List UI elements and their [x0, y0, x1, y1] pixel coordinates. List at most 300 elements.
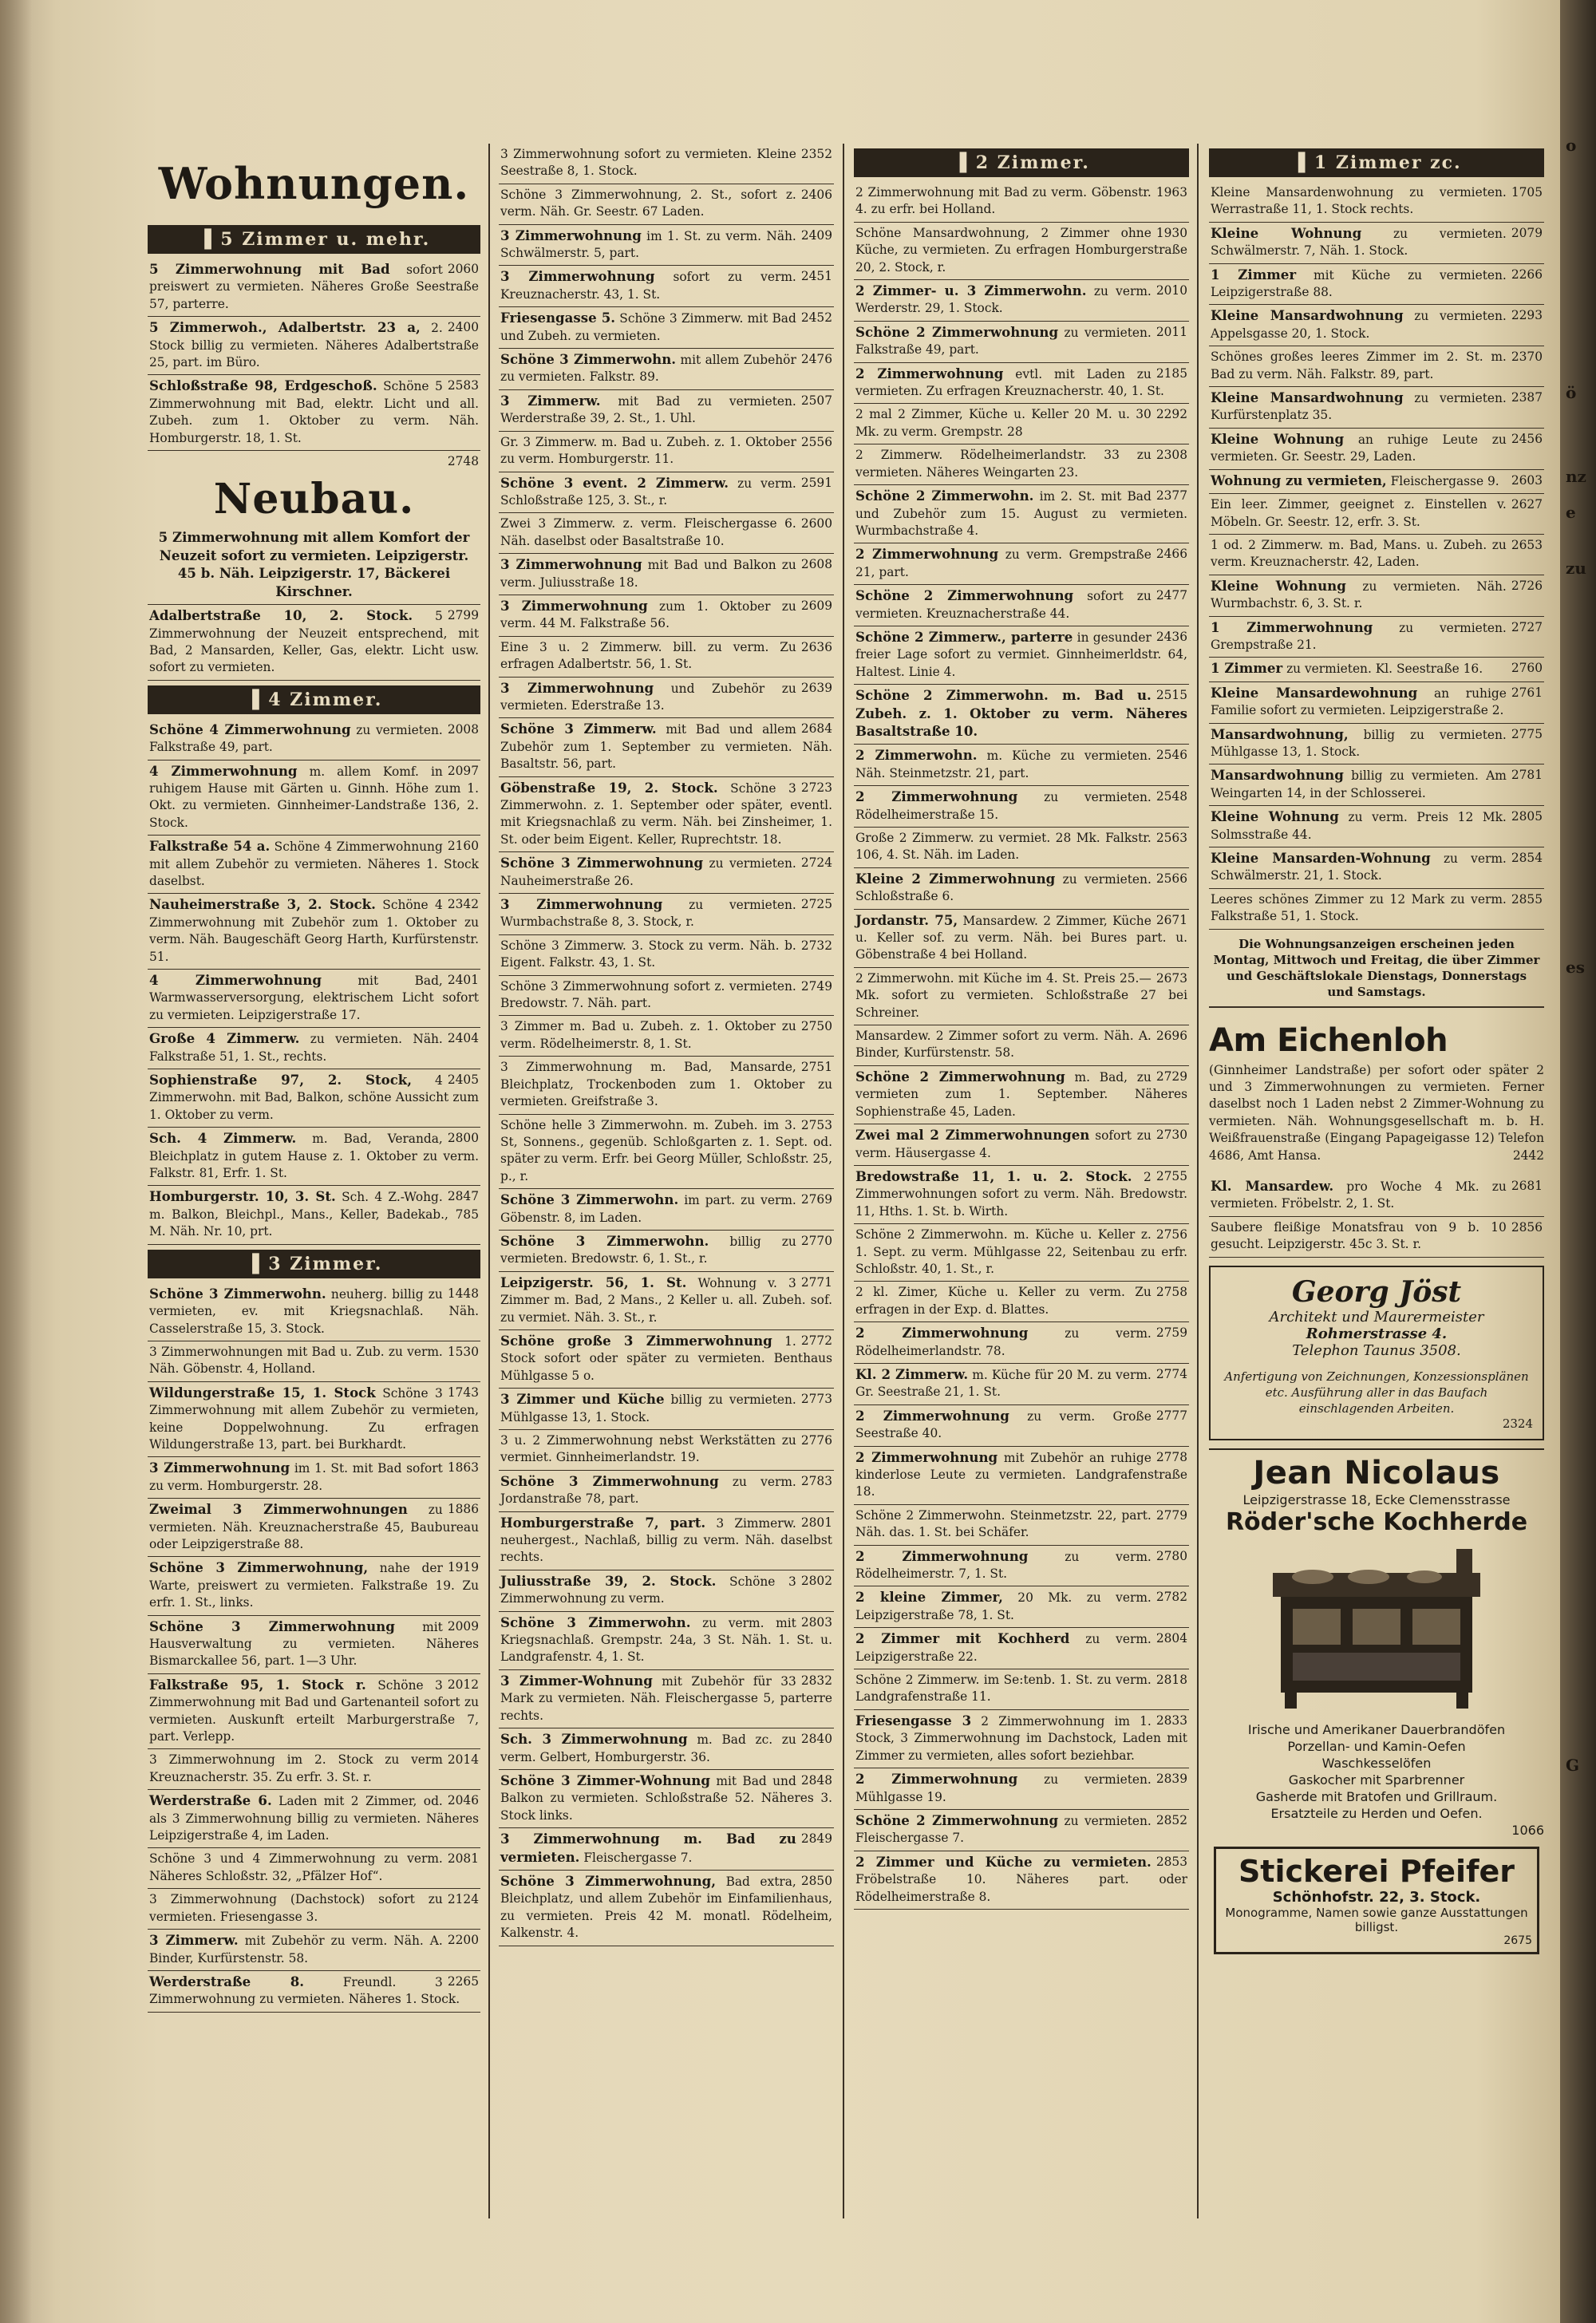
classified-ad [854, 1768, 1189, 1810]
ad-number: 2732 [800, 938, 832, 953]
classified-ad [499, 1057, 834, 1114]
ad-number: 2456 [1511, 431, 1543, 446]
ad-number: 1930 [1156, 225, 1187, 240]
ad-text: Gr. 3 Zimmerw. m. Bad u. Zubeh. z. 1. Oktober zu verm. Homburgerstr. 11. [500, 434, 796, 467]
ad-number: 2060 [447, 262, 479, 276]
ad-heading: 5 Zimmerwoh., Adalbertstr. 23 a, [149, 319, 421, 336]
ad-number: 2546 [1156, 748, 1187, 763]
classified-ad [148, 1889, 480, 1930]
ad-heading: Schöne große 3 Zimmerwohnung [500, 1332, 772, 1349]
ad-heading: Zweimal 3 Zimmerwohnungen [149, 1501, 408, 1518]
ad-heading: Schöne 3 Zimmerwohn. [500, 1614, 691, 1630]
ad-number: 2856 [1511, 1219, 1543, 1235]
classified-ad [499, 595, 834, 637]
classified-ad [499, 554, 834, 595]
jost-line3: Telephon Taunus 3508. [1292, 1341, 1461, 1359]
classified-ad [1209, 847, 1544, 889]
classified-ad [854, 685, 1189, 745]
classified-ad [148, 317, 480, 375]
classified-ad [148, 1971, 480, 2013]
ad-heading: 2 Zimmerwohn. [855, 747, 978, 764]
classified-ad [1209, 223, 1544, 264]
nicolaus-name: Jean Nicolaus [1253, 1454, 1500, 1491]
ad-number: 2097 [447, 763, 479, 778]
classified-ad [854, 280, 1189, 322]
ad-text: mit Zubehör zu verm. Näh. A. Binder, Kurfürstenstr. 58. [149, 1934, 443, 1965]
ad-heading: Schloßstraße 98, Erdgeschoß. [149, 377, 377, 394]
classified-ad [854, 1405, 1189, 1447]
ad-heading: Schöne 2 Zimmerwohnung [855, 1811, 1059, 1828]
ad-heading: Kleine Wohnung [1211, 808, 1339, 825]
ad-number: 2727 [1511, 619, 1543, 634]
jost-line4: Anfertigung von Zeichnungen, Konzessionsplänen etc. Ausführung aller in das Baufach einschlagenden Arbeiten. [1224, 1369, 1529, 1416]
classified-ad [499, 1670, 834, 1728]
ad-text: Schöne Mansardwohnung, 2 Zimmer ohne Küche, zu vermieten. Zu erfragen Homburgerstraße 20, 2. Stock, r. [855, 225, 1187, 275]
ad-text: 5 Zimmerwohnung der Neuzeit entsprechend, mit Bad, 2 Mansarden, Keller, Gas, elektr. Licht usw. sofort zu vermieten. [149, 609, 479, 675]
ad-number: 2759 [1156, 1325, 1187, 1341]
classified-ad [499, 1330, 834, 1389]
ad-number: 2404 [447, 1031, 479, 1046]
ad-number: 2477 [1156, 588, 1187, 603]
ad-heading: Schöne 3 Zimmerw. [500, 721, 657, 737]
ad-text: 2 Zimmerwohnungen sofort zu verm. Näh. Bredowstr. 11, Hths. 1. St. b. Wirth. [855, 1169, 1187, 1219]
ad-number: 2452 [800, 310, 832, 326]
ad-heading: 3 Zimmerwohnung [500, 896, 663, 913]
classified-ad [148, 719, 480, 761]
ad-heading: Schöne 3 Zimmerwohnung, [149, 1559, 369, 1576]
ad-number: 2046 [447, 1793, 479, 1808]
classified-ad [499, 1770, 834, 1828]
classified-ad [854, 543, 1189, 585]
ad-text: Kleine Mansardenwohnung zu vermieten. Werrastraße 11, 1. Stock rechts. [1211, 185, 1507, 217]
classified-ad-neubau: 5 Zimmerwohnung mit allem Komfort der Neuzeit sofort zu vermieten. Leipzigerstr. 45 b. Näh. Leipzigerstr. 17, Bäckerei Kirschner. [148, 527, 480, 605]
classified-ad [1209, 264, 1544, 306]
ad-heading: Schöne 3 Zimmerwohnung [149, 1618, 395, 1634]
ad-heading: Adalbertstraße 10, 2. Stock. [149, 607, 413, 624]
ad-heading: Kleine Mansardwohnung [1211, 389, 1404, 406]
ad-number: 2671 [1156, 912, 1187, 927]
eichenloh-title: Am Eichenloh [1209, 1021, 1448, 1059]
ad-heading: 2 kleine Zimmer, [855, 1589, 1003, 1606]
ad-number: 2515 [1156, 688, 1187, 703]
ad-text: Fleischergasse 9. [1390, 473, 1499, 488]
ad-number: 2266 [1511, 267, 1543, 282]
classified-ad [499, 894, 834, 935]
ad-text: 2 kl. Zimer, Küche u. Keller zu verm. Zu erfragen in der Exp. d. Blattes. [855, 1285, 1152, 1317]
adjacent-page-fragment: G [1566, 1756, 1580, 1775]
ad-number: 2609 [800, 598, 832, 613]
ad-heading: 1 Zimmerwohnung [1211, 618, 1373, 635]
ad-number: 2636 [800, 639, 832, 654]
ad-number: 2773 [800, 1392, 832, 1407]
ad-heading: Schöne 3 Zimmerwohn. [500, 1232, 709, 1249]
ad-text: zu verm. Rödelheimerstr. 7, 1. St. [855, 1549, 1152, 1582]
ad-number: 2839 [1156, 1772, 1187, 1787]
ad-text: zu vermieten. Schloßstraße 6. [855, 871, 1152, 904]
ad-number: 2124 [447, 1892, 479, 1907]
ad-heading: Schöne 3 Zimmer-Wohnung [500, 1772, 710, 1788]
adjacent-page-edge [1560, 0, 1596, 2323]
ad-number: 2818 [1156, 1673, 1187, 1688]
ad-heading: Mansardwohnung [1211, 767, 1344, 784]
classified-ad [1209, 575, 1544, 617]
nicolaus-product-line: Porzellan- und Kamin-Oefen [1287, 1738, 1466, 1754]
adjacent-page-fragment: es [1566, 958, 1585, 977]
nicolaus-product-line: Gasherde mit Bratofen und Grillraum. [1255, 1788, 1498, 1804]
classified-ad [148, 1930, 480, 1971]
nicolaus-product: Röder'sche Kochherde [1225, 1507, 1528, 1536]
classified-ad [854, 363, 1189, 405]
ad-text: Schöne 5 Zimmerwohnung mit Bad, elektr. Licht und all. Zubeh. zum 1. Oktober zu verm. Näh. Homburgerstr. 18, 1. St. [149, 379, 479, 445]
ad-text: zu vermieten. Kurfürstenplatz 35. [1211, 391, 1507, 423]
classified-ad [1209, 346, 1544, 387]
jost-name: Georg Jöst [1291, 1274, 1462, 1309]
ad-heading: Kleine 2 Zimmerwohnung [855, 870, 1056, 887]
ad-number: 2802 [800, 1573, 832, 1588]
eichenloh-ad [1209, 1016, 1544, 1167]
classified-ad [854, 1669, 1189, 1710]
ad-text: Schöne 3 Zimmerwohnung sofort z. vermieten. Bredowstr. 7. Näh. part. [500, 978, 796, 1011]
pfeifer-name: Stickerei Pfeifer [1238, 1853, 1515, 1889]
ad-number: 2387 [1511, 390, 1543, 405]
ad-number: 2804 [1156, 1631, 1187, 1646]
nicolaus-ad [1209, 1448, 1544, 1839]
ad-text: Laden mit 2 Zimmer, od. als 3 Zimmerwohnung billig zu vermieten. Näheres Leipzigerstraße 4, im Laden. [149, 1794, 479, 1843]
ad-heading: 2 Zimmer- u. 3 Zimmerwohn. [855, 282, 1087, 299]
ad-text: zu verm. Schwälmerstr. 21, 1. Stock. [1211, 851, 1507, 883]
classified-ad [854, 1166, 1189, 1224]
ad-number: 2012 [447, 1677, 479, 1692]
classified-ad [148, 605, 480, 681]
classified-ad [499, 1189, 834, 1231]
ad-number: 2726 [1511, 578, 1543, 593]
ad-number: 1530 [447, 1344, 479, 1359]
ad-heading: Nauheimerstraße 3, 2. Stock. [149, 896, 376, 913]
ad-number: 2772 [800, 1333, 832, 1348]
ad-text: Schöne 3 Zimmerwohnung, 2. St., sofort z. verm. Näh. Gr. Seestr. 67 Laden. [500, 187, 796, 219]
ad-text: mit Zubehör an ruhige kinderlose Leute zu vermieten. Landgrafenstraße 18. [855, 1450, 1187, 1499]
ad-text: sofort preiswert zu vermieten. Näheres Große Seestraße 57, parterre. [149, 263, 479, 311]
ad-number: 2377 [1156, 488, 1187, 504]
ad-heading: Zwei mal 2 Zimmerwohnungen [855, 1127, 1090, 1144]
ad-text: zum 1. Oktober zu verm. 44 M. Falkstraße 56. [500, 599, 796, 631]
column-2 [499, 144, 834, 1946]
ad-text: 3 Zimmerwohnung (Dachstock) sofort zu vermieten. Friesengasse 3. [149, 1892, 443, 1924]
ad-text: Schönes großes leeres Zimmer im 2. St. m. Bad zu verm. Näh. Falkstr. 89, part. [1211, 350, 1507, 381]
ad-text: mit Hausverwaltung zu vermieten. Näheres Bismarckallee 56, part. 1—3 Uhr. [149, 1619, 479, 1669]
classified-ad [499, 718, 834, 776]
classified-ad [148, 1848, 480, 1889]
ad-text: zu vermieten. Falkstraße 49, part. [855, 325, 1152, 358]
ad-number: 2352 [800, 147, 832, 161]
ad-heading: Kleine Wohnung [1211, 577, 1346, 594]
column-rule [488, 144, 490, 2218]
classified-ad [854, 1322, 1189, 1364]
ad-text: Schöne 3 Zimmerw. 3. Stock zu verm. Näh. b. Eigent. Falkstr. 43, 1. St. [500, 938, 796, 970]
ad-number: 2406 [800, 187, 832, 202]
adjacent-page-fragment: zu [1566, 559, 1586, 578]
ad-number: 2854 [1511, 851, 1543, 865]
ad-number: 2755 [1156, 1168, 1187, 1183]
neubau-heading: Neubau. [213, 475, 415, 524]
ad-text: Leeres schönes Zimmer zu 12 Mark zu verm. Falkstraße 51, 1. Stock. [1211, 891, 1507, 924]
ad-number: 1886 [447, 1502, 479, 1517]
classified-ad [499, 852, 834, 894]
nicolaus-product-line: Ersatzteile zu Herden und Oefen. [1270, 1805, 1483, 1821]
ad-number: 2749 [800, 978, 832, 994]
ad-text: Bad extra, Bleichplatz, und allem Zubehör im Einfamilienhaus, zu vermieten. Preis 42 M. monatl. Rödelheim, Kalkenstr. 4. [500, 1874, 832, 1941]
classified-ad [854, 910, 1189, 968]
classified-ad [499, 935, 834, 976]
ads-4-rooms [148, 719, 480, 1245]
ad-number: 2800 [447, 1131, 479, 1146]
ad-text: an ruhige Familie sofort zu vermieten. Leipzigerstraße 2. [1211, 685, 1507, 718]
ad-heading: Schöne 2 Zimmerwohnung [855, 587, 1074, 604]
ad-number: 2653 [1511, 537, 1543, 552]
ad-text: Freundl. 3 Zimmerwohnung zu vermieten. Näheres 1. Stock. [149, 1974, 460, 2007]
ad-text: zu vermieten. Nauheimerstraße 26. [500, 856, 796, 888]
ad-text: 3 u. 2 Zimmerwohnung nebst Werkstätten zu vermiet. Ginnheimerlandstr. 19. [500, 1433, 796, 1465]
classified-ad [499, 432, 834, 472]
adjacent-page-fragment: o [1566, 136, 1577, 155]
ad-heading: Schöne 2 Zimmerwohn. m. Bad u. Zubeh. z. 1. Oktober zu verm. Näheres Basaltstraße 10. [855, 687, 1187, 739]
ad-heading: Homburgerstr. 10, 3. St. [149, 1188, 336, 1205]
classified-ad [854, 1851, 1189, 1910]
ad-heading: Schöne 2 Zimmerwohnung [855, 1068, 1065, 1084]
classified-ad [148, 836, 480, 894]
ad-number: 2466 [1156, 547, 1187, 562]
ad-heading: 3 Zimmerwohnung [149, 1460, 290, 1476]
ad-number: 2401 [447, 973, 479, 987]
ad-text: m. Bad, zu vermieten zum 1. September. Näheres Sophienstraße 45, Laden. [855, 1069, 1187, 1119]
classified-ad [148, 894, 480, 970]
classified-ad [499, 513, 834, 554]
ad-number: 2009 [447, 1618, 479, 1634]
classified-ad [1209, 387, 1544, 429]
ad-number: 2400 [447, 320, 479, 335]
ad-text: mit Bad zu vermieten. Werderstraße 39, 2. St., 1. Uhl. [500, 393, 796, 426]
ad-number: 2729 [1156, 1069, 1187, 1084]
classified-ad [148, 1749, 480, 1790]
pfeifer-address: Schönhofstr. 22, 3. Stock. [1272, 1888, 1481, 1906]
ad-text: billig zu vermieten. Bredowstr. 6, 1. St., r. [500, 1234, 796, 1266]
ad-heading: Schöne 2 Zimmerw., parterre [855, 628, 1073, 645]
classified-ad [499, 1828, 834, 1871]
classified-ad [148, 1283, 480, 1341]
ad-text: billig zu vermieten. Mühlgasse 13, 1. Stock. [500, 1393, 796, 1424]
ad-text: 3 Zimmerwohnung sofort zu vermieten. Kleine Seestraße 8, 1. Stock. [500, 147, 796, 179]
ad-number: 2779 [1156, 1507, 1187, 1523]
classified-ad [854, 1628, 1189, 1669]
column-3 [854, 144, 1189, 1910]
classified-ad [499, 1272, 834, 1330]
ad-heading: Sch. 3 Zimmerwohnung [500, 1731, 688, 1748]
ad-number: 2342 [447, 897, 479, 912]
ad-number: 2081 [447, 1851, 479, 1867]
ad-text: und Zubehör zu vermieten. Ederstraße 13. [500, 681, 796, 713]
pfeifer-ad [1214, 1847, 1539, 1954]
ad-number: 2185 [1156, 365, 1187, 381]
ad-number: 2847 [447, 1189, 479, 1204]
ad-number: 2730 [1156, 1128, 1187, 1143]
ad-heading: Schöne 2 Zimmerwohnung [855, 323, 1059, 340]
ad-text: zu vermieten. Wurmbachstraße 8, 3. Stock, r. [500, 898, 796, 930]
classified-ad [499, 1231, 834, 1272]
ad-heading: 4 Zimmerwohnung [149, 762, 298, 779]
classified-ad [1209, 1217, 1544, 1258]
ad-text: 2 Zimmerwohnung mit Bad zu verm. Göbenstr. 4. zu erfr. bei Holland. [855, 185, 1152, 217]
ad-text: Sch. 4 Z.-Wohg. m. Balkon, Bleichpl., Mans., Keller, Badekab., 785 M. Näh. Nr. 10, prt. [149, 1190, 479, 1239]
classified-ad [499, 976, 834, 1017]
classified-ad [499, 266, 834, 307]
ad-number: 2308 [1156, 448, 1187, 463]
classified-ad [854, 1505, 1189, 1546]
ad-heading: 2 Zimmerwohnung [855, 788, 1018, 805]
ad-text: billig zu vermieten. Am Weingarten 14, in der Schlosserei. [1211, 768, 1507, 800]
ad-number: 2451 [800, 269, 832, 284]
classified-ad [499, 472, 834, 514]
ad-number: 1863 [447, 1460, 479, 1476]
page-edge-shadow [0, 0, 32, 2323]
ad-text: Schöne 4 Zimmerwohnung mit Zubehör zum 1. Oktober zu verm. Näh. Baugeschäft Georg Harth, Kurfürstenstr. 51. [149, 898, 479, 964]
ad-text: zu verm. mit Kriegsnachlaß. Grempstr. 24a, 3 St. Näh. 1. St. u. Landgrafenstr. 4, 1. St. [500, 1615, 832, 1665]
classified-ad [499, 144, 834, 184]
ads-3-rooms [148, 1283, 480, 2013]
classified-ad [148, 1341, 480, 1382]
ad-text: zu vermieten. Mühlgasse 19. [855, 1772, 1152, 1804]
pfeifer-number: 2675 [1503, 1934, 1532, 1947]
ad-number: 2673 [1156, 970, 1187, 986]
ad-heading: Juliusstraße 39, 2. Stock. [500, 1572, 717, 1589]
ads-3-rooms-continued [499, 144, 834, 1946]
nicolaus-product-list [1209, 1721, 1544, 1822]
ads-2-rooms [854, 182, 1189, 1910]
classified-ad [499, 225, 834, 267]
ad-text: mit Küche zu vermieten. Leipzigerstraße 88. [1211, 267, 1507, 300]
classified-ad [499, 390, 834, 432]
ad-number: 2639 [800, 680, 832, 695]
ad-number: 1743 [447, 1385, 479, 1400]
ad-text: 3 Zimmerw. neuhergest., Nachlaß, billig zu verm. Näh. daselbst rechts. [500, 1515, 832, 1565]
ad-text: Schöne 3 Zimmerwohnung mit Bad und Gartenanteil sofort zu vermieten. Auskunft erteilt Marburgerstraße 7, part. Verlepp. [149, 1677, 479, 1744]
ad-text: mit Bad und allem Zubehör zum 1. September zu vermieten. Näh. Basaltstr. 56, part. [500, 722, 832, 772]
ad-text: Zwei 3 Zimmerw. z. verm. Fleischergasse 6. Näh. daselbst oder Basaltstraße 10. [500, 516, 796, 548]
ad-number: 2751 [800, 1060, 832, 1075]
ad-number: 1919 [447, 1560, 479, 1575]
ad-text: sofort zu verm. Kreuznacherstr. 43, 1. St. [500, 270, 796, 302]
ad-text: Schöne helle 3 Zimmerwohn. m. Zubeh. im 3. St, Sonnens., gegenüb. Schloßgarten z. 1. Sept. od. später zu verm. Erfr. bei Georg Müller, Schloßstr. 25, p., r. [500, 1117, 832, 1183]
classified-ad [499, 1612, 834, 1670]
ad-text: Schöne 3 Zimmerwohnung mit allem Zubehör zu vermieten, keine Doppelwohnung. Zu erfragen Wildungerstraße 13, part. bei Burkhardt. [149, 1385, 479, 1452]
nicolaus-product-line: Waschkesselöfen [1321, 1755, 1432, 1771]
ad-number: 1705 [1511, 185, 1543, 200]
ad-number: 2801 [800, 1515, 832, 1530]
classified-ad [1209, 889, 1544, 930]
ad-text: Ein leer. Zimmer, geeignet z. Einstellen v. Möbeln. Gr. Seestr. 12, erfr. 3. St. [1211, 497, 1507, 529]
ad-heading: Schöne 3 Zimmerwohn. [500, 1191, 679, 1208]
ad-number: 2696 [1156, 1029, 1187, 1044]
ad-number: 2833 [1156, 1713, 1187, 1728]
ad-number: 2014 [447, 1752, 479, 1768]
adjacent-page-fragment: nz [1566, 467, 1586, 486]
ad-text: nahe der Warte, preiswert zu vermieten. Falkstraße 19. Zu erfr. 1. St., links. [149, 1561, 479, 1610]
ad-number: 2850 [800, 1873, 832, 1888]
ad-heading: 3 Zimmerwohnung [500, 556, 642, 573]
ad-heading: Leipzigerstr. 56, 1. St. [500, 1274, 687, 1290]
ad-number: 2776 [800, 1433, 832, 1448]
section-header-2-rooms: ▐ 2 Zimmer. [854, 148, 1189, 177]
classified-ad [1209, 658, 1544, 681]
ad-number: 2761 [1511, 685, 1543, 700]
jost-ad [1209, 1266, 1544, 1440]
classified-ad [148, 1382, 480, 1458]
classified-ad [1209, 617, 1544, 658]
classified-ad [148, 375, 480, 451]
ad-text: Mansardew. 2 Zimmer, Küche u. Keller sof. zu verm. Näh. bei Bures part. u. Göbenstraße 4 bei Holland. [855, 913, 1187, 962]
classified-ad [854, 968, 1189, 1025]
ad-number: 2769 [800, 1192, 832, 1207]
ad-text: zu verm. Rödelheimerlandstr. 78. [855, 1326, 1152, 1358]
classified-ad [499, 1728, 834, 1770]
ad-heading: Bredowstraße 11, 1. u. 2. Stock. [855, 1167, 1132, 1184]
ad-number: 2405 [447, 1073, 479, 1088]
classified-ad [854, 223, 1189, 280]
ad-heading: Schöne 3 Zimmerwohnung [500, 1472, 719, 1489]
ad-number: 2011 [1156, 324, 1187, 339]
ad-number: 2436 [1156, 629, 1187, 644]
ad-text: 3 Zimmerwohnungen mit Bad u. Zub. zu verm. Näh. Göbenstr. 4, Holland. [149, 1344, 443, 1377]
ad-text: mit allem Zubehör zu vermieten. Falkstr. 89. [500, 353, 796, 385]
ad-text: 1. Stock sofort oder später zu vermieten. Benthaus Mühlgasse 5 o. [500, 1333, 832, 1383]
ad-number: 2409 [800, 227, 832, 243]
ad-number: 2848 [800, 1772, 832, 1788]
ad-heading: 3 Zimmerwohnung m. Bad zu vermieten. [500, 1831, 796, 1865]
ad-number: 2832 [800, 1673, 832, 1688]
column-1 [148, 144, 480, 2013]
ad-number: 2799 [447, 608, 479, 623]
ad-text: m. Bad zc. zu verm. Gelbert, Homburgerstr. 36. [500, 1732, 796, 1764]
section-header-3-rooms: ▐ 3 Zimmer. [148, 1250, 480, 1278]
ad-heading: 3 Zimmerw. [500, 392, 601, 409]
ad-text: sofort zu vermieten. Kreuznacherstraße 44. [855, 589, 1152, 621]
classified-ad [854, 1710, 1189, 1768]
classified-ad [854, 1447, 1189, 1505]
classified-ad [499, 1389, 834, 1430]
ad-number: 2803 [800, 1614, 832, 1630]
ad-number: 2563 [1156, 831, 1187, 845]
ad-number: 2556 [800, 434, 832, 449]
ad-number: 2852 [1156, 1812, 1187, 1827]
ad-text: zu vermieten. Rödelheimerstraße 15. [855, 790, 1152, 822]
ad-heading: Kleine Mansarden-Wohnung [1211, 850, 1431, 866]
ad-heading: Sch. 4 Zimmerw. [149, 1130, 297, 1147]
ad-text: 2 mal 2 Zimmer, Küche u. Keller 20 M. u. 30 Mk. zu verm. Grempstr. 28 [855, 407, 1152, 439]
ad-number: 2758 [1156, 1285, 1187, 1300]
ad-heading: Werderstraße 6. [149, 1792, 272, 1809]
classified-ad [148, 1186, 480, 1244]
nicolaus-address: Leipzigerstrasse 18, Ecke Clemensstrasse [1242, 1491, 1511, 1507]
ad-text: im 2. St. mit Bad und Zubehör zum 15. August zu vermieten. Wurmbachstraße 4. [855, 489, 1187, 538]
jost-line1: Architekt und Maurermeister [1269, 1308, 1484, 1325]
classified-ad [854, 786, 1189, 828]
ad-number: 2770 [800, 1233, 832, 1248]
ad-text: zu verm. Schloßstraße 125, 3. St., r. [500, 476, 796, 508]
ad-heading: 1 Zimmer [1211, 266, 1297, 282]
ad-heading: Mansardwohnung, [1211, 725, 1349, 742]
ad-text: zu verm. Preis 12 Mk. Solmsstraße 44. [1211, 810, 1507, 842]
publication-notice: Die Wohnungsanzeigen erscheinen jeden Montag, Mittwoch und Freitag, die über Zimmer und Geschäftslokale Dienstags, Donnerstags und Samstags. [1209, 930, 1544, 1008]
stove-illustration [1257, 1541, 1496, 1717]
